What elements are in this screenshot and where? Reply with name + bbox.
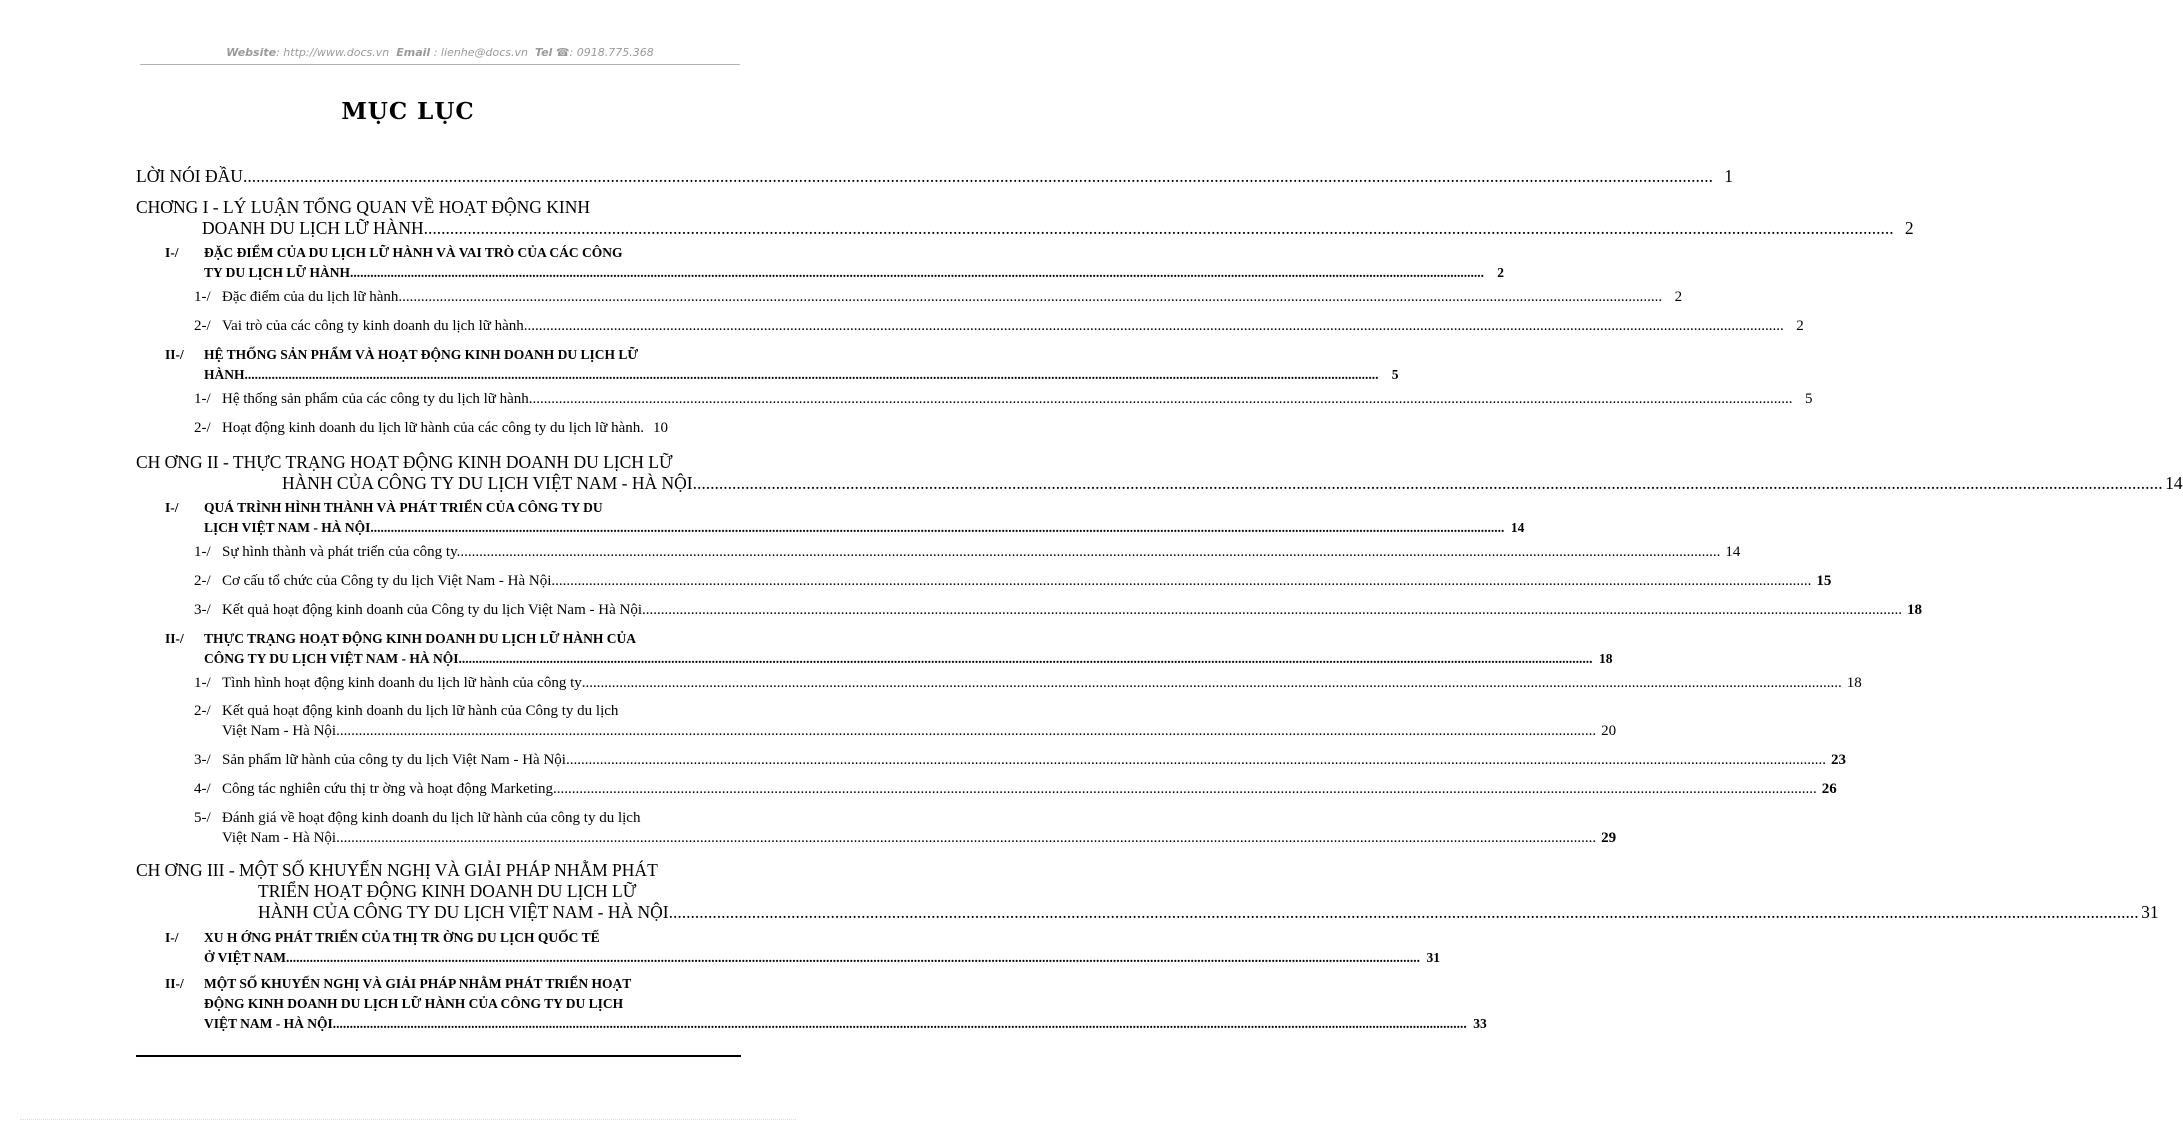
- toc-entry-text: Sản phẩm lữ hành của công ty du lịch Việt Nam - Hà Nội: [222, 752, 566, 768]
- toc-item-2-1-3[interactable]: [194, 602, 1922, 619]
- toc-item-number: 3-/: [194, 602, 211, 618]
- toc-page-number: 31: [2141, 902, 2159, 922]
- toc-item-number: 2-/: [194, 420, 211, 436]
- toc-page-number: 33: [1473, 1016, 1487, 1031]
- toc-item-1-2-2[interactable]: [194, 420, 757, 437]
- toc-section-number: I-/: [165, 500, 179, 515]
- toc-item-2-1-1[interactable]: [194, 544, 1741, 561]
- toc-leader: [245, 367, 1379, 383]
- toc-leader: [459, 651, 1593, 667]
- toc-entry-text: LỊCH VIỆT NAM - HÀ NỘI: [204, 520, 371, 535]
- toc-section-3-1-line1[interactable]: XU H ỚNG PHÁT TRIỂN CỦA THỊ TR ỜNG DU LỊCH QUỐC TẾ: [204, 930, 600, 945]
- toc-page-number: 5: [1805, 391, 1813, 407]
- toc-leader: [243, 166, 1713, 187]
- toc-item-1-2-1[interactable]: [194, 391, 1813, 408]
- toc-section-1-1-line1[interactable]: ĐẶC ĐIỂM CỦA DU LỊCH LỮ HÀNH VÀ VAI TRÒ CỦA CÁC CÔNG: [204, 245, 623, 260]
- toc-section-3-2-line1[interactable]: MỘT SỐ KHUYẾN NGHỊ VÀ GIẢI PHÁP NHẰM PHÁT TRIỂN HOẠT: [204, 976, 632, 991]
- toc-item-number: 1-/: [194, 675, 211, 691]
- toc-entry-text: TY DU LỊCH LỮ HÀNH: [204, 265, 351, 280]
- toc-item-number: 1-/: [194, 544, 211, 560]
- tel-label: Tel: [534, 46, 553, 59]
- toc-section-3-1[interactable]: [204, 950, 1441, 966]
- toc-entry-text: LỜI NÓI ĐẦU: [136, 166, 243, 186]
- toc-item-number: 1-/: [194, 289, 211, 305]
- toc-leader: [370, 520, 1504, 536]
- toc-chapter-1[interactable]: [202, 218, 1914, 239]
- toc-item-2-2-2[interactable]: [222, 723, 1617, 740]
- toc-leader: [333, 1016, 1467, 1032]
- toc-item-2-2-5[interactable]: [222, 830, 1617, 847]
- email-label: Email: [396, 46, 431, 59]
- toc-leader: [336, 830, 1596, 847]
- toc-page-number: 14: [1510, 520, 1525, 535]
- toc-leader: [350, 265, 1484, 281]
- toc-page-number: 26: [1821, 781, 1837, 797]
- toc-page-number: 29: [1601, 830, 1617, 846]
- toc-entry-text: HÀNH CỦA CÔNG TY DU LỊCH VIỆT NAM - HÀ NỘI: [258, 902, 669, 922]
- toc-page-number: 2: [1674, 289, 1683, 305]
- toc-entry-text: Ở VIỆT NAM: [204, 950, 287, 965]
- toc-section-3-2[interactable]: [204, 1016, 1487, 1032]
- toc-item-2-2-1[interactable]: [194, 675, 1862, 692]
- toc-leader: [582, 675, 1842, 692]
- toc-entry-text: Tình hình hoạt động kinh doanh du lịch lữ hành của công ty: [222, 675, 582, 691]
- toc-leader: [551, 573, 1811, 590]
- toc-item-number: 2-/: [194, 573, 211, 589]
- toc-section-2-2-line1[interactable]: THỰC TRẠNG HOẠT ĐỘNG KINH DOANH DU LỊCH LỮ HÀNH CỦA: [204, 631, 637, 646]
- toc-page-number: 14: [2165, 473, 2183, 493]
- toc-section-2-1[interactable]: [204, 520, 1525, 536]
- toc-item-2-2-2-line1[interactable]: Kết quả hoạt động kinh doanh du lịch lữ hành của Công ty du lịch: [222, 703, 619, 719]
- toc-leader: [402, 289, 1662, 306]
- toc-leader: [533, 391, 1793, 408]
- toc-entry-text: VIỆT NAM - HÀ NỘI: [204, 1016, 333, 1031]
- toc-page-number: 18: [1907, 602, 1922, 618]
- toc-section-number: II-/: [165, 631, 184, 646]
- toc-entry-loi-noi-dau[interactable]: [136, 166, 1733, 187]
- toc-page-number: 18: [1846, 675, 1862, 691]
- toc-page-number: 14: [1725, 544, 1741, 560]
- toc-item-2-2-3[interactable]: [194, 752, 1846, 769]
- phone-icon: ☎: [555, 46, 570, 59]
- toc-chapter-3-line2[interactable]: TRIỂN HOẠT ĐỘNG KINH DOANH DU LỊCH LỮ: [258, 881, 637, 901]
- toc-item-1-1-1[interactable]: [194, 289, 1683, 306]
- toc-item-number: 2-/: [194, 318, 211, 334]
- toc-page-number: 20: [1601, 723, 1617, 739]
- toc-item-2-2-4[interactable]: [194, 781, 1837, 798]
- toc-entry-text: Việt Nam - Hà Nội: [222, 830, 337, 846]
- toc-page-number: 2: [1904, 218, 1914, 238]
- toc-page-number: 2: [1796, 318, 1804, 334]
- tel-value: : 0918.775.368: [569, 46, 654, 59]
- toc-entry-text: HÀNH CỦA CÔNG TY DU LỊCH VIỆT NAM - HÀ NỘI: [282, 473, 693, 493]
- toc-leader: [669, 902, 2139, 923]
- toc-section-1-1[interactable]: [204, 265, 1505, 281]
- toc-entry-text: Vai trò của các công ty kinh doanh du lịch lữ hành: [222, 318, 524, 334]
- toc-page-number: 10: [653, 420, 668, 436]
- toc-entry-text: HÀNH: [204, 367, 245, 382]
- toc-item-number: 5-/: [194, 810, 211, 826]
- toc-chapter-3-line1[interactable]: CH ƠNG III - MỘT SỐ KHUYẾN NGHỊ VÀ GIẢI PHÁP NHẰM PHÁT: [136, 860, 658, 880]
- toc-page-number: 18: [1599, 651, 1613, 666]
- toc-entry-text: Hoạt động kinh doanh du lịch lữ hành của các công ty du lịch lữ hành.: [222, 420, 644, 436]
- toc-item-1-1-2[interactable]: [194, 318, 1804, 335]
- toc-chapter-2-line1[interactable]: CH ƠNG II - THỰC TRẠNG HOẠT ĐỘNG KINH DOANH DU LỊCH LỮ: [136, 452, 673, 472]
- toc-entry-text: Hệ thống sản phẩm của các công ty du lịch lữ hành.: [222, 391, 533, 407]
- toc-leader: [336, 723, 1596, 740]
- toc-entry-text: Sự hình thành và phát triển của công ty.: [222, 544, 461, 560]
- toc-entry-text: Cơ cấu tổ chức của Công ty du lịch Việt Nam - Hà Nội: [222, 573, 552, 589]
- toc-item-2-2-5-line1[interactable]: Đánh giá về hoạt động kinh doanh du lịch lữ hành của công ty du lịch: [222, 810, 641, 826]
- toc-entry-text: Kết quả hoạt động kinh doanh của Công ty du lịch Việt Nam - Hà Nội: [222, 602, 642, 618]
- toc-item-number: 3-/: [194, 752, 211, 768]
- toc-item-2-1-2[interactable]: [194, 573, 1832, 590]
- toc-page-number: 15: [1816, 573, 1832, 589]
- toc-leader: [693, 473, 2163, 494]
- email-value: : lienhe@docs.vn: [433, 46, 528, 59]
- page-bottom-edge: [20, 1119, 796, 1120]
- toc-chapter-2[interactable]: [282, 473, 2183, 494]
- toc-leader: [642, 602, 1902, 619]
- toc-section-2-2[interactable]: [204, 651, 1613, 667]
- toc-entry-text: DOANH DU LỊCH LỮ HÀNH: [202, 218, 424, 238]
- toc-entry-text: CÔNG TY DU LỊCH VIỆT NAM - HÀ NỘI: [204, 651, 459, 666]
- toc-entry-text: Công tác nghiên cứu thị tr ờng và hoạt động Marketing.: [222, 781, 557, 797]
- footer-rule: [136, 1055, 741, 1057]
- toc-entry-text: Việt Nam - Hà Nội: [222, 723, 337, 739]
- toc-section-1-2-line1[interactable]: HỆ THỐNG SẢN PHẨM VÀ HOẠT ĐỘNG KINH DOANH DU LỊCH LỮ: [204, 347, 639, 362]
- toc-leader: [557, 781, 1817, 798]
- toc-section-number: II-/: [165, 347, 184, 362]
- toc-leader: [524, 318, 1784, 335]
- toc-page-number: 2: [1497, 265, 1505, 280]
- toc-section-number: I-/: [165, 245, 179, 260]
- toc-item-number: 2-/: [194, 703, 211, 719]
- toc-chapter-3[interactable]: [258, 902, 2159, 923]
- toc-page-number: 1: [1724, 166, 1733, 186]
- toc-leader: [424, 218, 1894, 239]
- toc-leader: [566, 752, 1826, 769]
- toc-page-number: 5: [1391, 367, 1399, 382]
- toc-section-number: I-/: [165, 930, 179, 945]
- toc-entry-text: Đặc điểm của du lịch lữ hành.: [222, 289, 403, 305]
- website-value: : http://www.docs.vn: [276, 46, 390, 59]
- toc-section-1-2[interactable]: [204, 367, 1399, 383]
- website-label: Website: [226, 46, 277, 59]
- toc-item-number: 1-/: [194, 391, 211, 407]
- page-title: MỤC LỤC: [341, 98, 475, 125]
- toc-leader: [460, 544, 1720, 561]
- toc-leader: [286, 950, 1420, 966]
- toc-page-number: 23: [1830, 752, 1846, 768]
- toc-section-3-2-line2[interactable]: ĐỘNG KINH DOANH DU LỊCH LỮ HÀNH CỦA CÔNG TY DU LỊCH: [204, 996, 624, 1011]
- toc-item-number: 4-/: [194, 781, 211, 797]
- toc-page-number: 31: [1426, 950, 1441, 965]
- toc-section-2-1-line1[interactable]: QUÁ TRÌNH HÌNH THÀNH VÀ PHÁT TRIỂN CỦA CÔNG TY DU: [204, 500, 603, 515]
- toc-section-number: II-/: [165, 976, 184, 991]
- toc-chapter-1-line1[interactable]: CHƠNG I - LÝ LUẬN TỔNG QUAN VỀ HOẠT ĐỘNG KINH: [136, 197, 590, 217]
